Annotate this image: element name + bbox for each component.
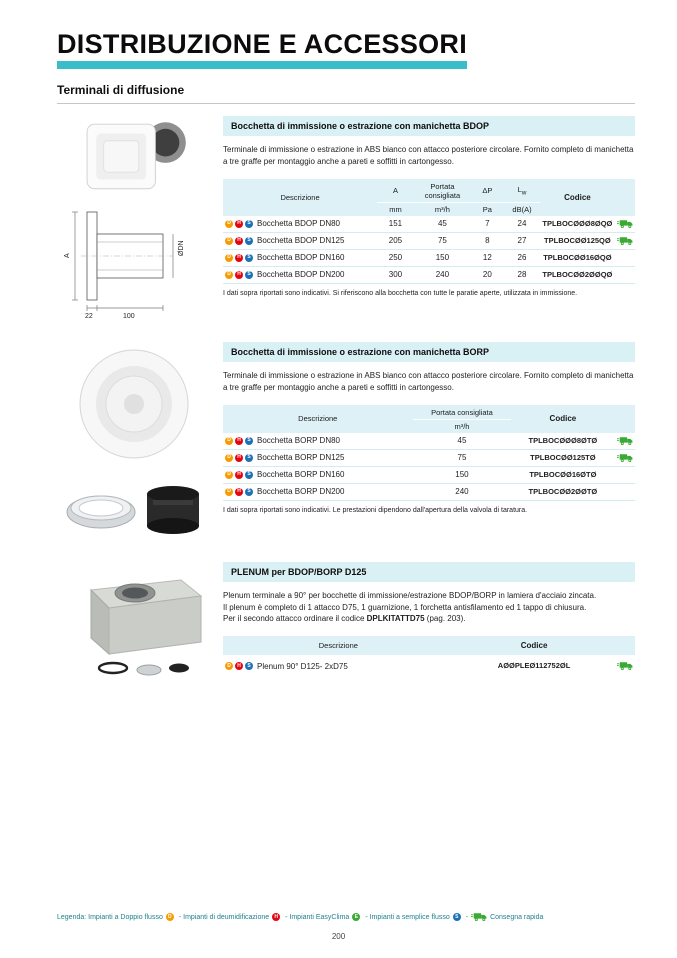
product-code: TPLBOCØØØ8ØTØ	[511, 433, 614, 450]
legend	[57, 912, 635, 922]
borp-table	[223, 405, 635, 501]
value-dp: 7	[471, 216, 504, 233]
product-name: Plenum 90° D125- 2xD75	[257, 661, 348, 671]
dim-22-label: 22	[85, 313, 93, 321]
badge-deumidificazione: H	[235, 237, 243, 245]
page-title-text: DISTRIBUZIONE E ACCESSORI	[57, 29, 468, 59]
col-a: A	[377, 179, 414, 203]
plenum-table	[223, 636, 635, 677]
bdop-product-photo	[76, 116, 196, 196]
badge-doppio-flusso: D	[225, 471, 233, 479]
value-portata: 240	[413, 483, 512, 500]
badge-deumidificazione: H	[235, 488, 243, 496]
product-code: TPLBOCØØ16ØTØ	[511, 466, 614, 483]
plenum-product-photo	[61, 562, 211, 680]
bdop-table-head	[223, 179, 635, 216]
badge-semplice-flusso: S	[245, 454, 253, 462]
value-portata: 150	[414, 249, 471, 266]
product-code: TPLBOCØØ125TØ	[511, 449, 614, 466]
fast-delivery-icon	[471, 912, 487, 922]
col-descrizione: Descrizione	[223, 636, 454, 655]
section-bdop	[57, 116, 635, 322]
section-borp	[57, 342, 635, 542]
product-name: Bocchetta BORP DN200	[257, 487, 345, 497]
value-dp: 12	[471, 249, 504, 266]
col-descrizione: Descrizione	[223, 179, 377, 216]
plenum-media	[57, 562, 215, 680]
badge-doppio-flusso: D	[225, 662, 233, 670]
table-row	[223, 466, 635, 483]
value-portata: 75	[413, 449, 512, 466]
title-underline	[57, 61, 467, 69]
product-code: TPLBOCØØ2ØØQØ	[540, 266, 614, 283]
table-row	[223, 232, 635, 249]
fast-delivery-icon	[617, 236, 633, 246]
badge-deumidificazione: H	[235, 662, 243, 670]
fast-delivery-icon	[617, 436, 633, 446]
value-lw: 28	[504, 266, 541, 283]
bdop-media	[57, 116, 215, 322]
value-lw: 26	[504, 249, 541, 266]
product-code: TPLBOCØØ2ØØTØ	[511, 483, 614, 500]
borp-section-header: Bocchetta di immissione o estrazione con manichetta BORP	[223, 342, 635, 362]
col-portata: Portata consigliata	[413, 405, 512, 420]
value-portata: 75	[414, 232, 471, 249]
col-fast	[614, 405, 635, 433]
col-descrizione: Descrizione	[223, 405, 413, 433]
borp-media	[57, 342, 215, 542]
col-lw-unit: dB(A)	[504, 202, 541, 216]
badge-deumidificazione: H	[235, 220, 243, 228]
table-row	[223, 216, 635, 233]
badge-doppio-flusso: D	[225, 220, 233, 228]
col-codice: Codice	[511, 405, 614, 433]
plenum-description	[223, 590, 635, 624]
badge-semplice-flusso: S	[245, 271, 253, 279]
badge-semplice-flusso: S	[245, 662, 253, 670]
value-lw: 24	[504, 216, 541, 233]
col-dp: ΔP	[471, 179, 504, 203]
col-portata-unit: m³/h	[413, 419, 512, 433]
badge-doppio-flusso: D	[225, 488, 233, 496]
plenum-desc-line3-end: (pag. 203).	[424, 613, 466, 623]
value-portata: 45	[413, 433, 512, 450]
table-row	[223, 433, 635, 450]
product-name: Bocchetta BDOP DN80	[257, 219, 341, 229]
badge-semplice-flusso: S	[245, 254, 253, 262]
badge-deumidificazione: H	[235, 254, 243, 262]
bdop-table	[223, 179, 635, 284]
col-dp-unit: Pa	[471, 202, 504, 216]
col-a-unit: mm	[377, 202, 414, 216]
value-portata: 150	[413, 466, 512, 483]
plenum-body	[223, 562, 635, 680]
borp-table-head	[223, 405, 635, 433]
col-portata: Portata consigliata	[414, 179, 471, 203]
legend-item-semplice: - Impianti a semplice flusso	[365, 913, 450, 921]
bdop-technical-drawing	[61, 204, 211, 322]
fast-delivery-icon	[617, 661, 633, 671]
badge-deumidificazione: H	[272, 913, 280, 921]
table-row	[223, 266, 635, 283]
plenum-section-header: PLENUM per BDOP/BORP D125	[223, 562, 635, 582]
fast-delivery-icon	[617, 219, 633, 229]
badge-semplice-flusso: S	[245, 437, 253, 445]
value-lw: 27	[504, 232, 541, 249]
borp-body	[223, 342, 635, 542]
legend-item-easyclima: - Impianti EasyClima	[285, 913, 350, 921]
borp-accessories-photo	[61, 480, 211, 542]
badge-easyclima: E	[352, 913, 360, 921]
product-name: Bocchetta BDOP DN160	[257, 253, 345, 263]
product-code: AØØPLEØ112752ØL	[497, 661, 571, 671]
col-codice: Codice	[540, 179, 614, 216]
product-code: TPLBOCØØØ8ØQØ	[540, 216, 614, 233]
badge-semplice-flusso: S	[453, 913, 461, 921]
product-name: Bocchetta BORP DN160	[257, 470, 345, 480]
badge-doppio-flusso: D	[225, 454, 233, 462]
badge-deumidificazione: H	[235, 271, 243, 279]
product-code: TPLBOCØØ16ØQØ	[540, 249, 614, 266]
borp-product-photo	[61, 342, 211, 472]
product-name: Bocchetta BDOP DN200	[257, 270, 345, 280]
product-code: TPLBOCØØ125QØ	[540, 232, 614, 249]
table-row	[223, 449, 635, 466]
value-portata: 45	[414, 216, 471, 233]
table-row	[223, 483, 635, 500]
value-dp: 8	[471, 232, 504, 249]
badge-semplice-flusso: S	[245, 237, 253, 245]
plenum-table-head	[223, 636, 635, 655]
legend-fast-label: Consegna rapida	[490, 913, 544, 921]
col-fast	[614, 179, 635, 216]
badge-doppio-flusso: D	[166, 913, 174, 921]
badge-deumidificazione: H	[235, 471, 243, 479]
page-number: 200	[331, 932, 346, 941]
plenum-desc-line2: Il plenum è completo di 1 attacco D75, 1 guarnizione, 1 forchetta antisfilamento ed 1 tappo di chiusura.	[223, 602, 587, 612]
badge-semplice-flusso: S	[245, 488, 253, 496]
bdop-section-header: Bocchetta di immissione o estrazione con manichetta BDOP	[223, 116, 635, 136]
badge-deumidificazione: H	[235, 454, 243, 462]
page-title	[57, 30, 467, 69]
subtitle-rule	[57, 103, 635, 104]
table-row	[223, 655, 635, 677]
badge-doppio-flusso: D	[225, 237, 233, 245]
product-name: Bocchetta BORP DN125	[257, 453, 345, 463]
value-a: 300	[377, 266, 414, 283]
legend-dash: -	[465, 913, 469, 921]
col-lw: $L_w$	[504, 179, 541, 203]
dim-100-label: 100	[123, 313, 135, 321]
plenum-desc-line3: Per il secondo attacco ordinare il codice	[223, 613, 367, 623]
section-subtitle: Terminali di diffusione	[57, 83, 185, 98]
value-a: 205	[377, 232, 414, 249]
badge-deumidificazione: H	[235, 437, 243, 445]
fast-delivery-icon	[617, 453, 633, 463]
section-plenum	[57, 562, 635, 680]
table-row	[223, 249, 635, 266]
bdop-body	[223, 116, 635, 322]
col-codice: Codice	[454, 636, 615, 655]
badge-semplice-flusso: S	[245, 471, 253, 479]
borp-note: I dati sopra riportati sono indicativi. Le prestazioni dipendono dall'apertura della valvola di taratura.	[223, 506, 528, 514]
borp-description: Terminale di immissione o estrazione in ABS bianco con attacco posteriore circolare. Fornito completo di manichetta a tre graffe per montaggio anche a pareti e soffitti in cartongesso.	[223, 371, 634, 392]
value-a: 250	[377, 249, 414, 266]
badge-doppio-flusso: D	[225, 254, 233, 262]
plenum-desc-line1: Plenum terminale a 90° per bocchette di immissione/estrazione BDOP/BORP in lamiera d'acciaio zincata.	[223, 591, 597, 601]
badge-semplice-flusso: S	[245, 220, 253, 228]
bdop-note: I dati sopra riportati sono indicativi. Si riferiscono alla bocchetta con tutte le paratie aperte, utilizzata in immissione.	[223, 289, 578, 297]
bdop-description: Terminale di immissione o estrazione in ABS bianco con attacco posteriore circolare. Fornito completo di manichetta a tre graffe per montaggio anche a pareti e soffitti in cartongesso.	[223, 145, 634, 166]
product-name: Bocchetta BDOP DN125	[257, 236, 345, 246]
badge-doppio-flusso: D	[225, 437, 233, 445]
dim-dn-label: ØDN	[178, 240, 185, 257]
legend-lead: Legenda: Impianti a Doppio flusso	[57, 913, 163, 921]
legend-item-deumidificazione: - Impianti di deumidificazione	[178, 913, 270, 921]
col-fast	[614, 636, 635, 655]
page-content	[57, 30, 635, 680]
value-portata: 240	[414, 266, 471, 283]
value-a: 151	[377, 216, 414, 233]
product-name: Bocchetta BORP DN80	[257, 436, 341, 446]
badge-doppio-flusso: D	[225, 271, 233, 279]
col-portata-unit: m³/h	[414, 202, 471, 216]
dim-a-label: A	[64, 253, 71, 259]
plenum-kit-code: DPLKITATTD75	[366, 613, 425, 623]
value-dp: 20	[471, 266, 504, 283]
